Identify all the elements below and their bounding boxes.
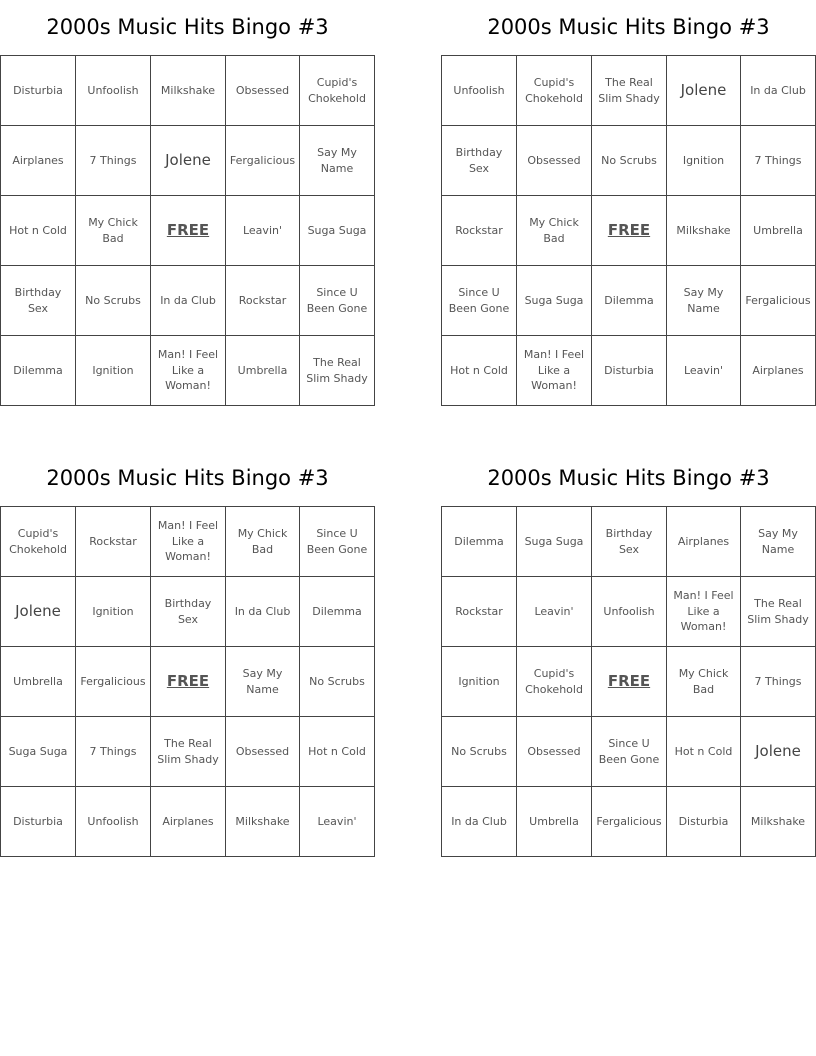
bingo-cell: Jolene <box>1 577 76 647</box>
bingo-cell: Disturbia <box>1 56 76 126</box>
bingo-cell: Hot n Cold <box>1 196 76 266</box>
bingo-cell: Umbrella <box>1 647 76 717</box>
bingo-grid <box>441 55 816 406</box>
bingo-cell: Ignition <box>442 647 517 717</box>
bingo-cell: Airplanes <box>667 507 741 577</box>
bingo-cell: Cupid's Chokehold <box>300 56 375 126</box>
bingo-cell: Since U Been Gone <box>300 507 375 577</box>
bingo-cell: Suga Suga <box>1 717 76 787</box>
bingo-cell: Rockstar <box>76 507 151 577</box>
bingo-cell: Obsessed <box>517 717 592 787</box>
bingo-cell: Say My Name <box>741 507 816 577</box>
bingo-cell: In da Club <box>226 577 300 647</box>
bingo-cell: Milkshake <box>741 787 816 857</box>
bingo-cell: The Real Slim Shady <box>741 577 816 647</box>
bingo-cell: Man! I Feel Like a Woman! <box>151 336 226 406</box>
free-space-cell: FREE <box>151 196 226 266</box>
bingo-cell: Airplanes <box>151 787 226 857</box>
card-title: 2000s Music Hits Bingo #3 <box>46 466 329 490</box>
bingo-cell: Milkshake <box>151 56 226 126</box>
bingo-cell: Airplanes <box>741 336 816 406</box>
bingo-cell: No Scrubs <box>300 647 375 717</box>
bingo-cell: Hot n Cold <box>300 717 375 787</box>
bingo-cell: In da Club <box>442 787 517 857</box>
free-space-cell: FREE <box>592 647 667 717</box>
bingo-cell: Since U Been Gone <box>300 266 375 336</box>
bingo-cell: Disturbia <box>1 787 76 857</box>
bingo-cell: In da Club <box>151 266 226 336</box>
bingo-cell: My Chick Bad <box>667 647 741 717</box>
bingo-cell: Airplanes <box>1 126 76 196</box>
bingo-cell: Milkshake <box>226 787 300 857</box>
bingo-cell: Say My Name <box>226 647 300 717</box>
bingo-cell: In da Club <box>741 56 816 126</box>
bingo-cell: Birthday Sex <box>592 507 667 577</box>
free-space-cell: FREE <box>592 196 667 266</box>
bingo-cell: Cupid's Chokehold <box>517 647 592 717</box>
bingo-cell: Birthday Sex <box>151 577 226 647</box>
bingo-cell: Unfoolish <box>442 56 517 126</box>
bingo-cell: Say My Name <box>300 126 375 196</box>
bingo-cell: Jolene <box>741 717 816 787</box>
bingo-cell: Since U Been Gone <box>442 266 517 336</box>
bingo-cell: Fergalicious <box>741 266 816 336</box>
bingo-cell: Man! I Feel Like a Woman! <box>151 507 226 577</box>
bingo-cell: Disturbia <box>667 787 741 857</box>
bingo-cell: Birthday Sex <box>442 126 517 196</box>
bingo-cell: No Scrubs <box>592 126 667 196</box>
bingo-cell: My Chick Bad <box>517 196 592 266</box>
bingo-cell: Rockstar <box>226 266 300 336</box>
bingo-cell: Hot n Cold <box>667 717 741 787</box>
bingo-cell: 7 Things <box>76 126 151 196</box>
bingo-cell: Milkshake <box>667 196 741 266</box>
card-title: 2000s Music Hits Bingo #3 <box>487 15 770 39</box>
bingo-cell: Leavin' <box>517 577 592 647</box>
bingo-cell: Umbrella <box>741 196 816 266</box>
bingo-cell: No Scrubs <box>442 717 517 787</box>
bingo-cell: Dilemma <box>1 336 76 406</box>
bingo-cell: No Scrubs <box>76 266 151 336</box>
bingo-cell: The Real Slim Shady <box>300 336 375 406</box>
bingo-cell: Suga Suga <box>517 266 592 336</box>
bingo-cell: Ignition <box>667 126 741 196</box>
bingo-cell: Obsessed <box>226 56 300 126</box>
bingo-cell: Ignition <box>76 577 151 647</box>
bingo-cell: Fergalicious <box>76 647 151 717</box>
bingo-cell: Since U Been Gone <box>592 717 667 787</box>
bingo-cell: Say My Name <box>667 266 741 336</box>
bingo-cell: Fergalicious <box>592 787 667 857</box>
bingo-card-1 <box>0 0 375 406</box>
bingo-cell: Obsessed <box>517 126 592 196</box>
bingo-cell: Ignition <box>76 336 151 406</box>
bingo-grid <box>0 55 375 406</box>
bingo-grid <box>0 506 375 857</box>
bingo-cell: Suga Suga <box>300 196 375 266</box>
bingo-cell: 7 Things <box>76 717 151 787</box>
bingo-cell: Dilemma <box>592 266 667 336</box>
bingo-cell: Rockstar <box>442 577 517 647</box>
bingo-cell: Jolene <box>667 56 741 126</box>
bingo-cell: Unfoolish <box>76 787 151 857</box>
bingo-cell: Man! I Feel Like a Woman! <box>517 336 592 406</box>
bingo-cell: 7 Things <box>741 126 816 196</box>
bingo-cell: Birthday Sex <box>1 266 76 336</box>
bingo-cell: 7 Things <box>741 647 816 717</box>
bingo-cell: Dilemma <box>442 507 517 577</box>
bingo-cell: Man! I Feel Like a Woman! <box>667 577 741 647</box>
bingo-cell: The Real Slim Shady <box>151 717 226 787</box>
bingo-cell: The Real Slim Shady <box>592 56 667 126</box>
bingo-cell: Umbrella <box>517 787 592 857</box>
card-title: 2000s Music Hits Bingo #3 <box>46 15 329 39</box>
bingo-cell: My Chick Bad <box>226 507 300 577</box>
bingo-cell: Leavin' <box>667 336 741 406</box>
bingo-cell: Leavin' <box>300 787 375 857</box>
free-space-cell: FREE <box>151 647 226 717</box>
bingo-cell: Hot n Cold <box>442 336 517 406</box>
bingo-card-4 <box>441 451 816 857</box>
bingo-cell: Dilemma <box>300 577 375 647</box>
bingo-cell: Fergalicious <box>226 126 300 196</box>
bingo-cell: Umbrella <box>226 336 300 406</box>
bingo-cell: Jolene <box>151 126 226 196</box>
card-title: 2000s Music Hits Bingo #3 <box>487 466 770 490</box>
bingo-cell: Unfoolish <box>592 577 667 647</box>
bingo-cell: Cupid's Chokehold <box>517 56 592 126</box>
bingo-cell: Suga Suga <box>517 507 592 577</box>
bingo-card-3 <box>0 451 375 857</box>
bingo-cell: Disturbia <box>592 336 667 406</box>
bingo-cell: Unfoolish <box>76 56 151 126</box>
bingo-cell: My Chick Bad <box>76 196 151 266</box>
bingo-card-2 <box>441 0 816 406</box>
bingo-cell: Cupid's Chokehold <box>1 507 76 577</box>
bingo-cell: Obsessed <box>226 717 300 787</box>
bingo-grid <box>441 506 816 857</box>
bingo-cell: Rockstar <box>442 196 517 266</box>
bingo-cell: Leavin' <box>226 196 300 266</box>
